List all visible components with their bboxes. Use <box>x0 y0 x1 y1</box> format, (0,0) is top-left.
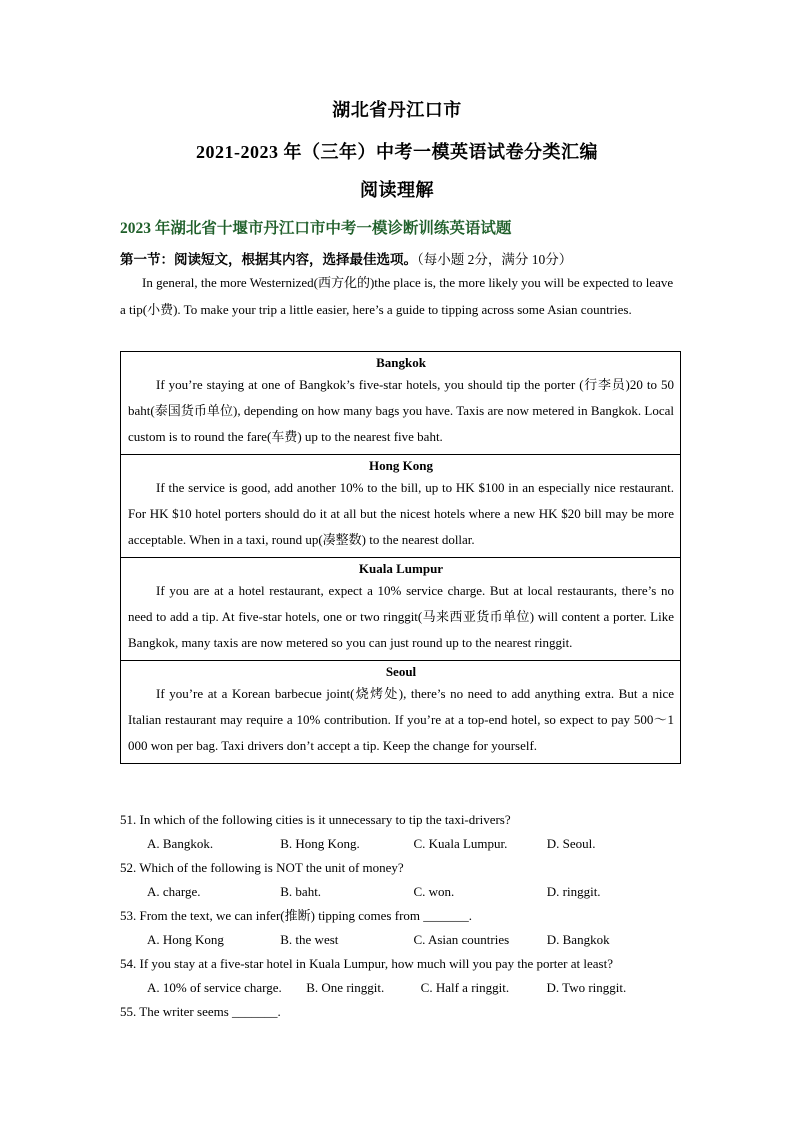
city-text: If you’re staying at one of Bangkok’s five-star hotels, you should tip the porter (行李员)20 to 50 baht(泰国货币单位), depending on how many bags you have. Taxis are now metered in Bangkok. Local custom is to round the fare(车费) up to the nearest five baht. <box>128 377 674 444</box>
instruction-bold: 第一节：阅读短文，根据其内容，选择最佳选项。 <box>120 252 417 267</box>
question-54: 54. If you stay at a five-star hotel in Kuala Lumpur, how much will you pay the porter at least? <box>120 956 613 971</box>
city-heading: Kuala Lumpur <box>358 561 444 576</box>
question-53: 53. From the text, we can infer(推断) tipping comes from _______. <box>120 908 473 923</box>
section-instruction <box>120 248 572 268</box>
option-c: C. Asian countries <box>413 932 510 947</box>
guide-cell-hong-kong <box>121 455 681 558</box>
passage-intro: In general, the more Westernized(西方化的)the place is, the more likely you will be expected to leave a tip(小费). To make your trip a little easier, here’s a guide to tipping across some Asian countries. <box>120 275 674 317</box>
option-d: D. ringgit. <box>546 884 601 899</box>
city-text: If the service is good, add another 10% to the bill, up to HK $100 in an especially nice restaurant. For HK $10 hotel porters should do it at all but the nicest hotels where a new HK $20 bill may be more acceptable. When in a taxi, round up(凑整数) to the nearest dollar. <box>128 480 674 547</box>
table-row <box>121 455 681 558</box>
city-heading: Hong Kong <box>369 458 433 473</box>
exam-subtitle: 2023 年湖北省十堰市丹江口市中考一模诊断训练英语试题 <box>120 220 512 237</box>
city-text: If you are at a hotel restaurant, expect a 10% service charge. But at local restaurants, there’s no need to add a tip. At five-star hotels, one or two ringgit(马来西亚货币单位) will content a porter. Like Bangkok, many taxis are now metered so you can just round up to the nearest ringgit. <box>128 583 674 650</box>
document-title-collection: 2021-2023 年（三年）中考一模英语试卷分类汇编 <box>196 142 598 162</box>
question-list <box>120 808 680 1024</box>
question-52: 52. Which of the following is NOT the unit of money? <box>120 860 404 875</box>
table-row <box>121 352 681 455</box>
option-c: C. Kuala Lumpur. <box>413 836 508 851</box>
option-c: C. won. <box>413 884 455 899</box>
city-heading: Bangkok <box>376 355 426 370</box>
options-53 <box>120 928 680 952</box>
option-a: A. 10% of service charge. <box>147 980 282 995</box>
guide-cell-bangkok <box>121 352 681 455</box>
options-52 <box>120 880 680 904</box>
question-55: 55. The writer seems _______. <box>120 1004 281 1019</box>
option-b: B. One ringgit. <box>306 980 385 995</box>
document-title-region: 湖北省丹江口市 <box>332 100 462 120</box>
document-title-section: 阅读理解 <box>360 180 434 200</box>
city-text: If you’re at a Korean barbecue joint(烧烤处), there’s no need to add anything extra. But a nice Italian restaurant may require a 10% contribution. If you’re at a top-end hotel, so expect to pay 500～1 000 won per bag. Taxi drivers don’t accept a tip. Keep the change for yourself. <box>128 686 674 753</box>
option-c: C. Half a ringgit. <box>420 980 510 995</box>
option-d: D. Seoul. <box>546 836 596 851</box>
option-b: B. Hong Kong. <box>280 836 360 851</box>
guide-cell-kuala-lumpur <box>121 558 681 661</box>
city-heading: Seoul <box>385 664 417 679</box>
options-51 <box>120 832 680 856</box>
option-b: B. the west <box>280 932 339 947</box>
guide-cell-seoul <box>121 661 681 764</box>
option-d: D. Bangkok <box>546 932 610 947</box>
options-54 <box>120 976 680 1000</box>
table-row <box>121 661 681 764</box>
table-row <box>121 558 681 661</box>
option-a: A. charge. <box>147 884 201 899</box>
question-51: 51. In which of the following cities is it unnecessary to tip the taxi-drivers? <box>120 812 511 827</box>
option-a: A. Hong Kong <box>147 932 224 947</box>
option-b: B. baht. <box>280 884 322 899</box>
tipping-guide-table <box>120 351 681 764</box>
option-d: D. Two ringgit. <box>546 980 627 995</box>
instruction-scoring: （每小题 2分，满分 10分） <box>417 252 573 267</box>
option-a: A. Bangkok. <box>147 836 214 851</box>
